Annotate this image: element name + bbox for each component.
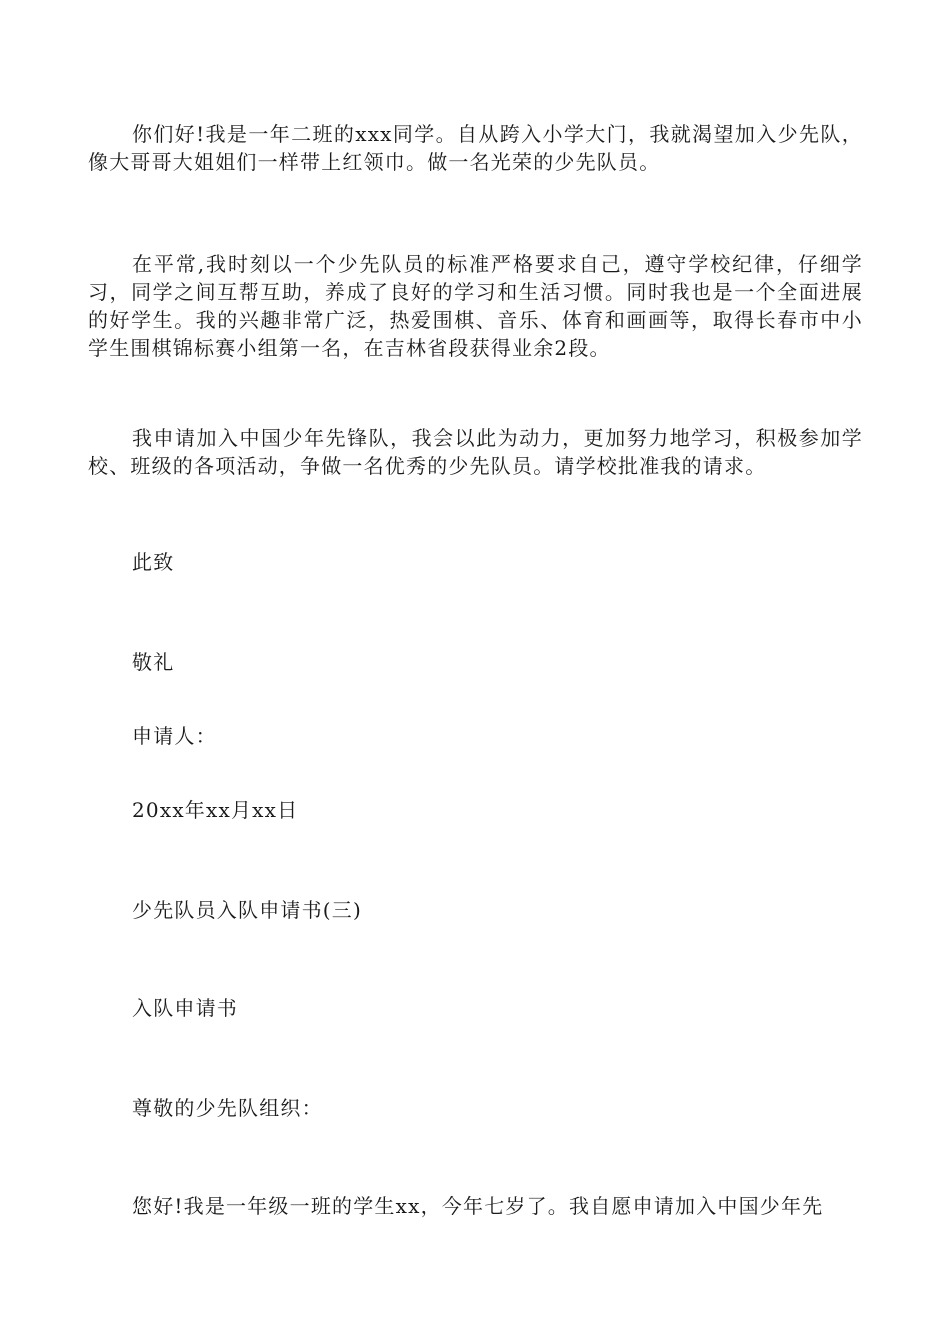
salutation: 尊敬的少先队组织： — [132, 1096, 323, 1120]
paragraph-last: 您好!我是一年级一班的学生xx，今年七岁了。我自愿申请加入中国少年先 — [132, 1194, 824, 1218]
paragraph-request: 我申请加入中国少年先锋队，我会以此为动力，更加努力地学习，积极参加学校、班级的各项活动，争做一名优秀的少先队员。请学校批准我的请求。 — [88, 426, 863, 478]
applicant-label: 申请人： — [132, 724, 217, 748]
closing-jingli: 敬礼 — [132, 650, 175, 674]
date-line: 20xx年xx月xx日 — [132, 798, 299, 822]
paragraph-performance: 在平常,我时刻以一个少先队员的标准严格要求自己，遵守学校纪律，仔细学习，同学之间互帮互助，养成了良好的学习和生活习惯。同时我也是一个全面进展的好学生。我的兴趣非常广泛，热爱围棋、音乐、体育和画画等，取得长春市中小学生围棋锦标赛小组第一名，在吉林省段获得业余2段。 — [88, 252, 863, 360]
section-title: 少先队员入队申请书(三) — [132, 898, 363, 922]
closing-cizhi: 此致 — [132, 550, 175, 574]
document-title: 入队申请书 — [132, 996, 238, 1020]
paragraph-intro: 你们好!我是一年二班的xxx同学。自从跨入小学大门，我就渴望加入少先队，像大哥哥大姐姐们一样带上红领巾。做一名光荣的少先队员。 — [88, 122, 863, 174]
